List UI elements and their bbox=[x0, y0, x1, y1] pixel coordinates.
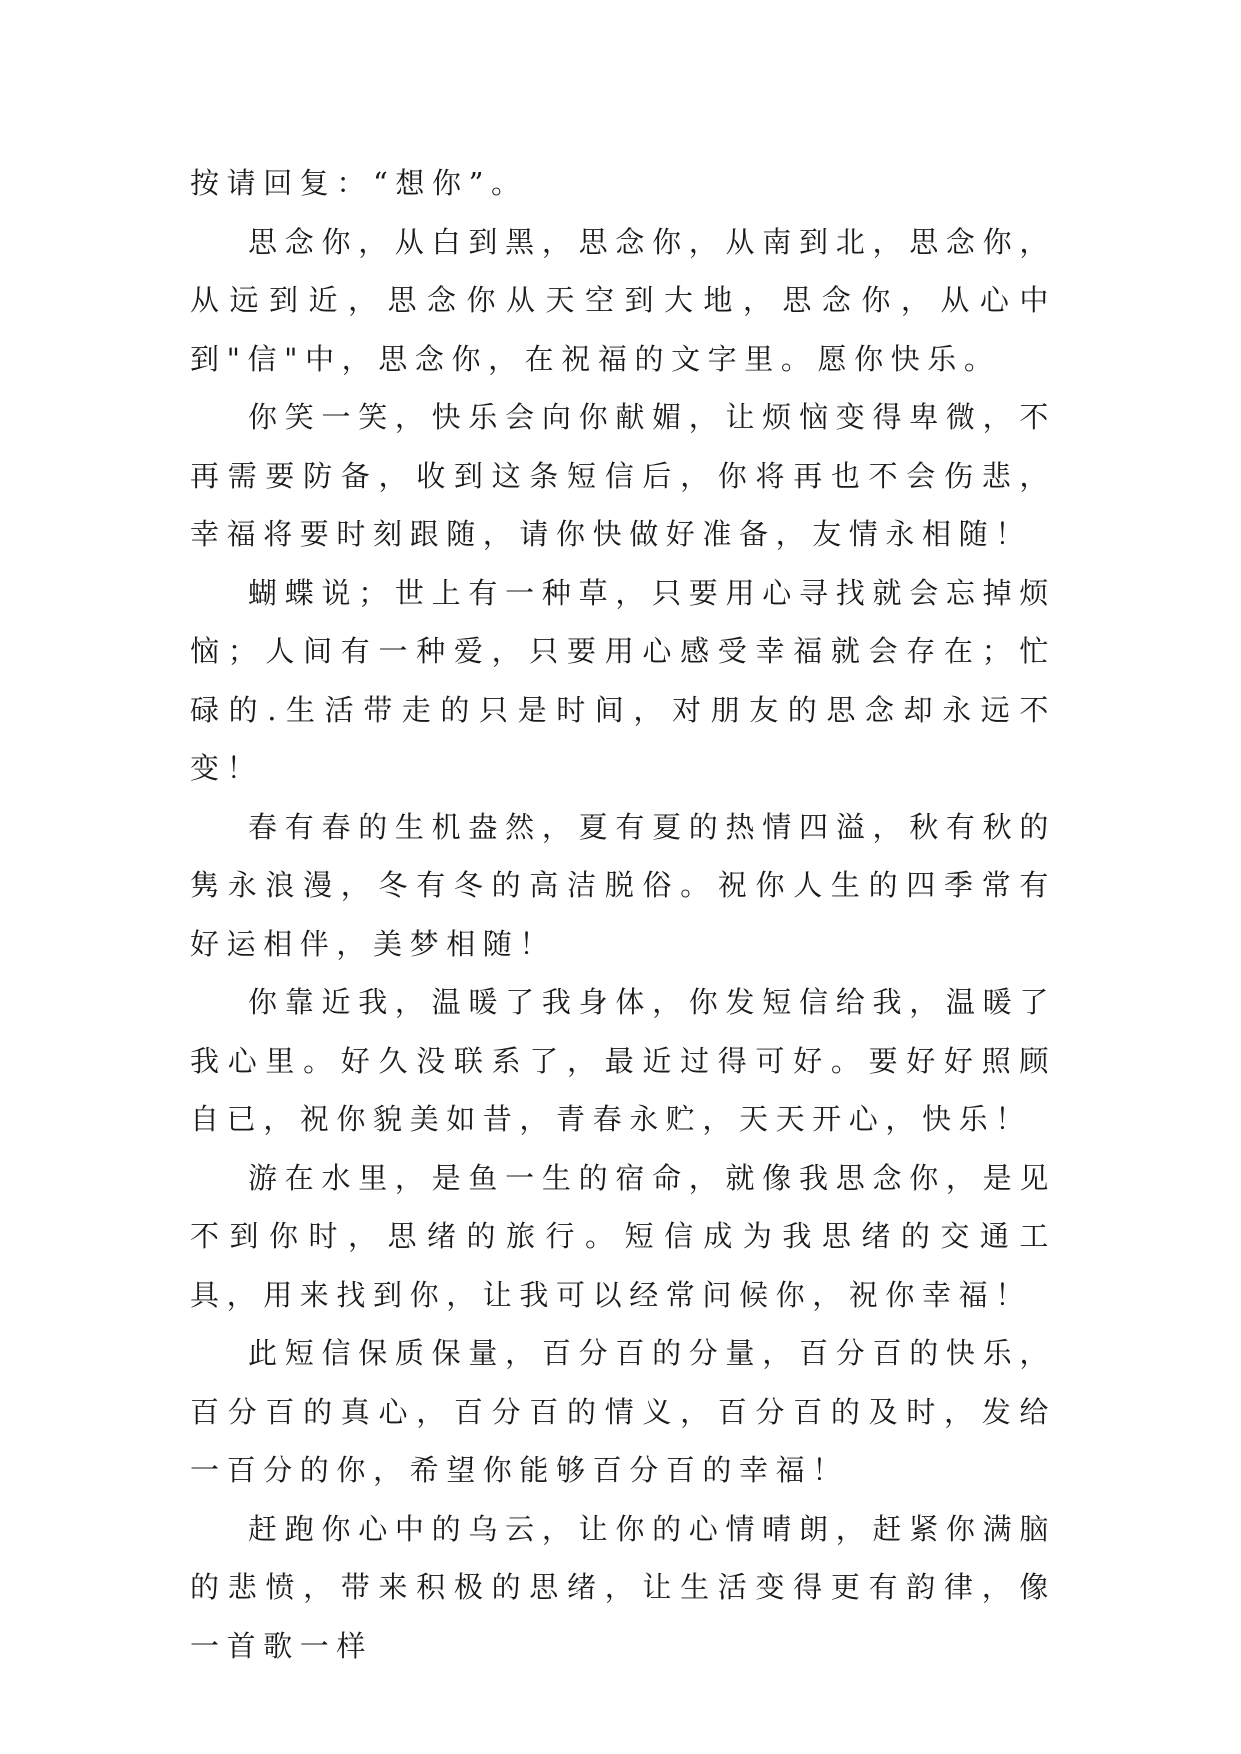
paragraph-6: 你靠近我，温暖了我身体，你发短信给我，温暖了我心里。好久没联系了，最近过得可好。要好好照顾自已，祝你貌美如昔，青春永贮，天天开心，快乐！ bbox=[190, 985, 1056, 1136]
paragraph-1: 按请回复：“想你”。 bbox=[190, 166, 528, 200]
paragraph-4: 蝴蝶说；世上有一种草，只要用心寻找就会忘掉烦恼；人间有一种爱，只要用心感受幸福就会存在；忙碌的.生活带走的只是时间，对朋友的思念却永远不变！ bbox=[190, 575, 1056, 785]
paragraph-8: 此短信保质保量，百分百的分量，百分百的快乐，百分百的真心，百分百的情义，百分百的及时，发给一百分的你，希望你能够百分百的幸福！ bbox=[190, 1336, 1056, 1487]
paragraph-7: 游在水里，是鱼一生的宿命，就像我思念你，是见不到你时，思绪的旅行。短信成为我思绪的交通工具，用来找到你，让我可以经常问候你，祝你幸福！ bbox=[190, 1160, 1056, 1312]
paragraph-9: 赶跑你心中的乌云，让你的心情晴朗，赶紧你满脑的悲愤，带来积极的思绪，让生活变得更有韵律，像一首歌一样 bbox=[190, 1511, 1056, 1663]
paragraph-5: 春有春的生机盎然，夏有夏的热情四溢，秋有秋的隽永浪漫，冬有冬的高洁脱俗。祝你人生的四季常有好运相伴，美梦相随！ bbox=[190, 809, 1056, 961]
document-body bbox=[190, 154, 1056, 1675]
paragraph-2: 思念你，从白到黑，思念你，从南到北，思念你，从远到近，思念你从天空到大地，思念你，从心中到"信"中，思念你，在祝福的文字里。愿你快乐。 bbox=[190, 224, 1056, 376]
paragraph-3: 你笑一笑，快乐会向你献媚，让烦恼变得卑微，不再需要防备，收到这条短信后，你将再也不会伤悲，幸福将要时刻跟随，请你快做好准备，友情永相随！ bbox=[190, 400, 1056, 551]
